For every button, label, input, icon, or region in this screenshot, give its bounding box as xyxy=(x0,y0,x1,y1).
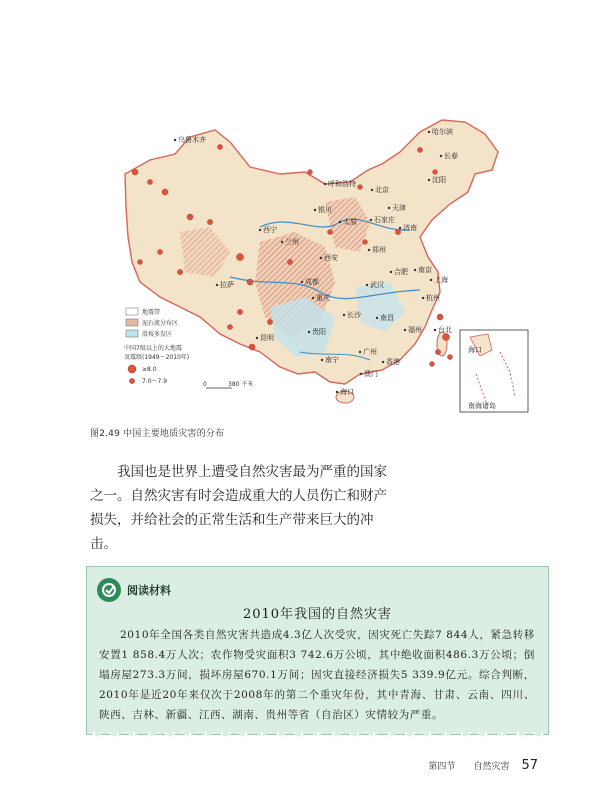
city-marker xyxy=(312,297,314,299)
city-label: 重庆 xyxy=(316,294,330,302)
city-label: 广州 xyxy=(363,348,377,356)
city-marker xyxy=(336,391,338,393)
city-marker xyxy=(370,219,372,221)
city-label: 长春 xyxy=(444,152,458,160)
city-marker xyxy=(376,317,378,319)
city-label: 香港 xyxy=(386,358,400,366)
legend-quake-item: 7.0～7.9 xyxy=(142,378,168,385)
quake-point xyxy=(448,355,453,360)
legend-item-label: 地震带 xyxy=(142,309,161,316)
city-label: 昆明 xyxy=(260,334,274,342)
quake-point xyxy=(395,229,400,234)
scale-zero: 0 xyxy=(203,381,207,388)
reading-title: 2010年我国的自然灾害 xyxy=(242,607,393,622)
quake-point xyxy=(187,214,193,220)
inset-label: 海口 xyxy=(468,346,482,354)
inset-label: 南海诸岛 xyxy=(468,402,496,410)
page-footer xyxy=(428,758,538,773)
city-label: 银川 xyxy=(318,206,332,214)
city-marker xyxy=(422,297,424,299)
city-marker xyxy=(308,331,310,333)
quake-point xyxy=(267,319,272,324)
quake-point xyxy=(328,230,333,235)
city-marker xyxy=(339,221,341,223)
city-marker xyxy=(366,284,368,286)
quake-point xyxy=(148,180,153,185)
quake-point xyxy=(443,334,450,341)
quake-point xyxy=(430,362,435,367)
city-label: 沈阳 xyxy=(432,176,446,184)
city-marker xyxy=(281,241,283,243)
city-label: 上海 xyxy=(434,276,448,284)
city-marker xyxy=(343,314,345,316)
city-label: 乌鲁木齐 xyxy=(178,136,206,144)
quake-point xyxy=(358,185,363,190)
quake-point xyxy=(218,145,223,150)
city-marker xyxy=(314,209,316,211)
quake-point xyxy=(363,240,368,245)
reading-material-icon xyxy=(97,578,121,602)
city-marker xyxy=(428,131,430,133)
city-label: 太原 xyxy=(343,218,357,226)
page-number: 57 xyxy=(521,758,538,773)
city-label: 长沙 xyxy=(347,311,361,319)
reading-material-box xyxy=(86,566,549,735)
city-label: 贵阳 xyxy=(312,328,326,336)
city-marker xyxy=(359,351,361,353)
quake-point xyxy=(247,279,253,285)
city-marker xyxy=(301,281,303,283)
reading-label: 阅读材料 xyxy=(127,584,171,597)
city-label: 呼和浩特 xyxy=(328,180,356,188)
city-marker xyxy=(440,155,442,157)
legend-item-label: 滑坡多发区 xyxy=(142,331,173,338)
city-marker xyxy=(321,359,323,361)
city-label: 杭州 xyxy=(426,294,440,302)
city-label: 海口 xyxy=(340,388,354,396)
city-label: 南昌 xyxy=(380,314,394,322)
reading-header xyxy=(97,577,171,603)
body-paragraph: 我国也是世界上遭受自然灾害最为严重的国家之一。自然灾害有时会造成重大的人员伤亡和财产损失，并给社会的正常生活和生产带来巨大的冲击。 xyxy=(90,464,387,552)
quake-point xyxy=(287,259,292,264)
city-label: 哈尔滨 xyxy=(432,128,453,136)
city-label: 北京 xyxy=(375,186,389,194)
quake-point xyxy=(308,170,313,175)
city-label: 拉萨 xyxy=(220,281,234,289)
city-marker xyxy=(390,271,392,273)
figure-caption: 图2.49 中国主要地质灾害的分布 xyxy=(90,429,225,439)
footer-topic: 自然灾害 xyxy=(473,762,510,772)
city-marker xyxy=(259,229,261,231)
city-marker xyxy=(360,373,362,375)
quake-point xyxy=(177,269,182,274)
quake-point xyxy=(132,169,138,175)
city-label: 南京 xyxy=(418,266,432,274)
quake-point xyxy=(237,309,242,314)
city-label: 石家庄 xyxy=(374,216,395,224)
city-label: 武汉 xyxy=(370,281,384,289)
city-marker xyxy=(216,284,218,286)
quake-point xyxy=(158,250,163,255)
city-label: 福州 xyxy=(408,326,422,334)
city-label: 台北 xyxy=(438,326,452,334)
city-marker xyxy=(320,257,322,259)
city-marker xyxy=(256,337,258,339)
city-marker xyxy=(388,207,390,209)
city-marker xyxy=(430,279,432,281)
quake-point xyxy=(162,189,168,195)
city-label: 天津 xyxy=(392,204,406,212)
city-marker xyxy=(434,329,436,331)
city-label: 西安 xyxy=(324,254,338,262)
reading-body: 2010年全国各类自然灾害共造成4.3亿人次受灾，因灾死亡失踪7 844人，紧急转移安置1 858.4万人次；农作物受灾面积3 742.6万公顷，其中绝收面积486.3万公顷；倒塌房屋273.3万间，损坏房屋670.1万间；因灾直接经济损失5 339.9亿元。综合判断，2010年是近20年来仅次于2008年的第二个重灾年份，其中青海、甘肃、云南、四川、陕西、吉林、新疆、江西、湖南、贵州等省（自治区）灾情较为严重。 xyxy=(99,629,535,721)
city-marker xyxy=(399,227,401,229)
scale-value: 380 千米 xyxy=(228,381,254,388)
legend-quake-title: 中国7级以上的大地震 xyxy=(124,345,182,352)
legend-quake-item: ≥8.0 xyxy=(142,366,157,373)
city-marker xyxy=(324,183,326,185)
city-label: 郑州 xyxy=(372,246,386,254)
quake-point xyxy=(237,254,244,261)
legend-quake-title: 及震级(1949～2010年) xyxy=(124,354,190,361)
city-marker xyxy=(414,269,416,271)
city-label: 合肥 xyxy=(394,268,408,276)
quake-point xyxy=(435,349,440,354)
footer-section: 第四节 xyxy=(428,762,456,772)
quake-point xyxy=(207,219,212,224)
quake-point xyxy=(433,170,438,175)
quake-point xyxy=(418,148,423,153)
city-label: 澳门 xyxy=(364,370,378,378)
city-label: 成都 xyxy=(305,278,319,286)
quake-point xyxy=(138,260,143,265)
city-marker xyxy=(371,189,373,191)
city-label: 南宁 xyxy=(325,356,339,364)
city-marker xyxy=(174,139,176,141)
quake-point xyxy=(228,325,233,330)
china-geohazard-map xyxy=(120,112,535,420)
city-marker xyxy=(368,249,370,251)
city-label: 西宁 xyxy=(263,226,277,234)
city-marker xyxy=(404,329,406,331)
map-svg xyxy=(120,112,535,420)
quake-point xyxy=(249,344,255,350)
quake-point xyxy=(437,314,443,320)
city-marker xyxy=(428,179,430,181)
city-label: 兰州 xyxy=(285,238,299,246)
city-marker xyxy=(382,361,384,363)
legend-item-label: 泥石流分布区 xyxy=(142,320,179,327)
south-china-sea-inset xyxy=(460,330,528,412)
city-label: 济南 xyxy=(403,224,417,232)
